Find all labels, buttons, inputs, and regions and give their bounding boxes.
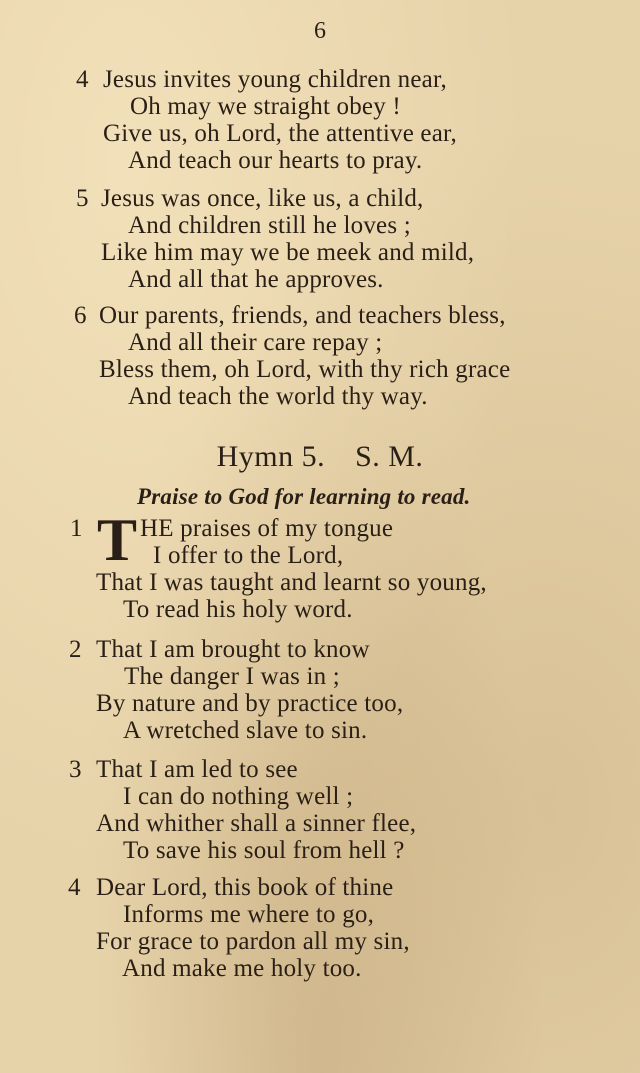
stanza-number: 2	[69, 636, 82, 663]
verse-line: And teach our hearts to pray.	[128, 147, 423, 174]
verse-line: Jesus was once, like us, a child,	[101, 185, 424, 212]
verse-line: And teach the world thy way.	[128, 383, 428, 410]
verse-line: Oh may we straight obey !	[130, 93, 401, 120]
hymn-title	[0, 440, 640, 474]
verse-line: For grace to pardon all my sin,	[96, 928, 410, 955]
verse-line: That I am brought to know	[96, 636, 370, 663]
verse-line: And children still he loves ;	[128, 212, 411, 239]
verse-line: A wretched slave to sin.	[123, 717, 368, 744]
verse-line: Dear Lord, this book of thine	[96, 874, 394, 901]
stanza-number: 1	[70, 515, 83, 542]
verse-line: And all their care repay ;	[128, 329, 383, 356]
verse-line: By nature and by practice too,	[96, 690, 404, 717]
stanza-number: 5	[76, 185, 89, 212]
verse-line: And whither shall a sinner flee,	[96, 810, 417, 837]
verse-line: Bless them, oh Lord, with thy rich grace	[99, 356, 511, 383]
verse-line: I offer to the Lord,	[153, 542, 344, 569]
verse-line: To save his soul from hell ?	[123, 837, 405, 864]
verse-line: To read his holy word.	[123, 596, 353, 623]
hymn-number: Hymn 5.	[216, 440, 326, 473]
hymn-meter: S. M.	[355, 440, 424, 473]
verse-line: Jesus invites young children near,	[103, 66, 447, 93]
verse-line: The danger I was in ;	[124, 663, 340, 690]
hymn-subtitle: Praise to God for learning to read.	[137, 484, 471, 509]
verse-line: And all that he approves.	[128, 266, 384, 293]
stanza-number: 4	[76, 66, 89, 93]
stanza-number: 4	[68, 874, 81, 901]
stanza-number: 3	[69, 756, 82, 783]
page-number: 6	[314, 18, 326, 44]
verse-line: Our parents, friends, and teachers bless,	[99, 302, 506, 329]
drop-cap: T	[97, 507, 138, 573]
verse-line: I can do nothing well ;	[123, 783, 354, 810]
verse-line: And make me holy too.	[122, 955, 362, 982]
verse-line: That I was taught and learnt so young,	[96, 569, 487, 596]
verse-line: HE praises of my tongue	[140, 515, 394, 542]
verse-line: Informs me where to go,	[123, 901, 375, 928]
verse-line: Give us, oh Lord, the attentive ear,	[103, 120, 458, 147]
verse-line: That I am led to see	[96, 756, 298, 783]
verse-line: Like him may we be meek and mild,	[101, 239, 475, 266]
stanza-number: 6	[74, 302, 87, 329]
